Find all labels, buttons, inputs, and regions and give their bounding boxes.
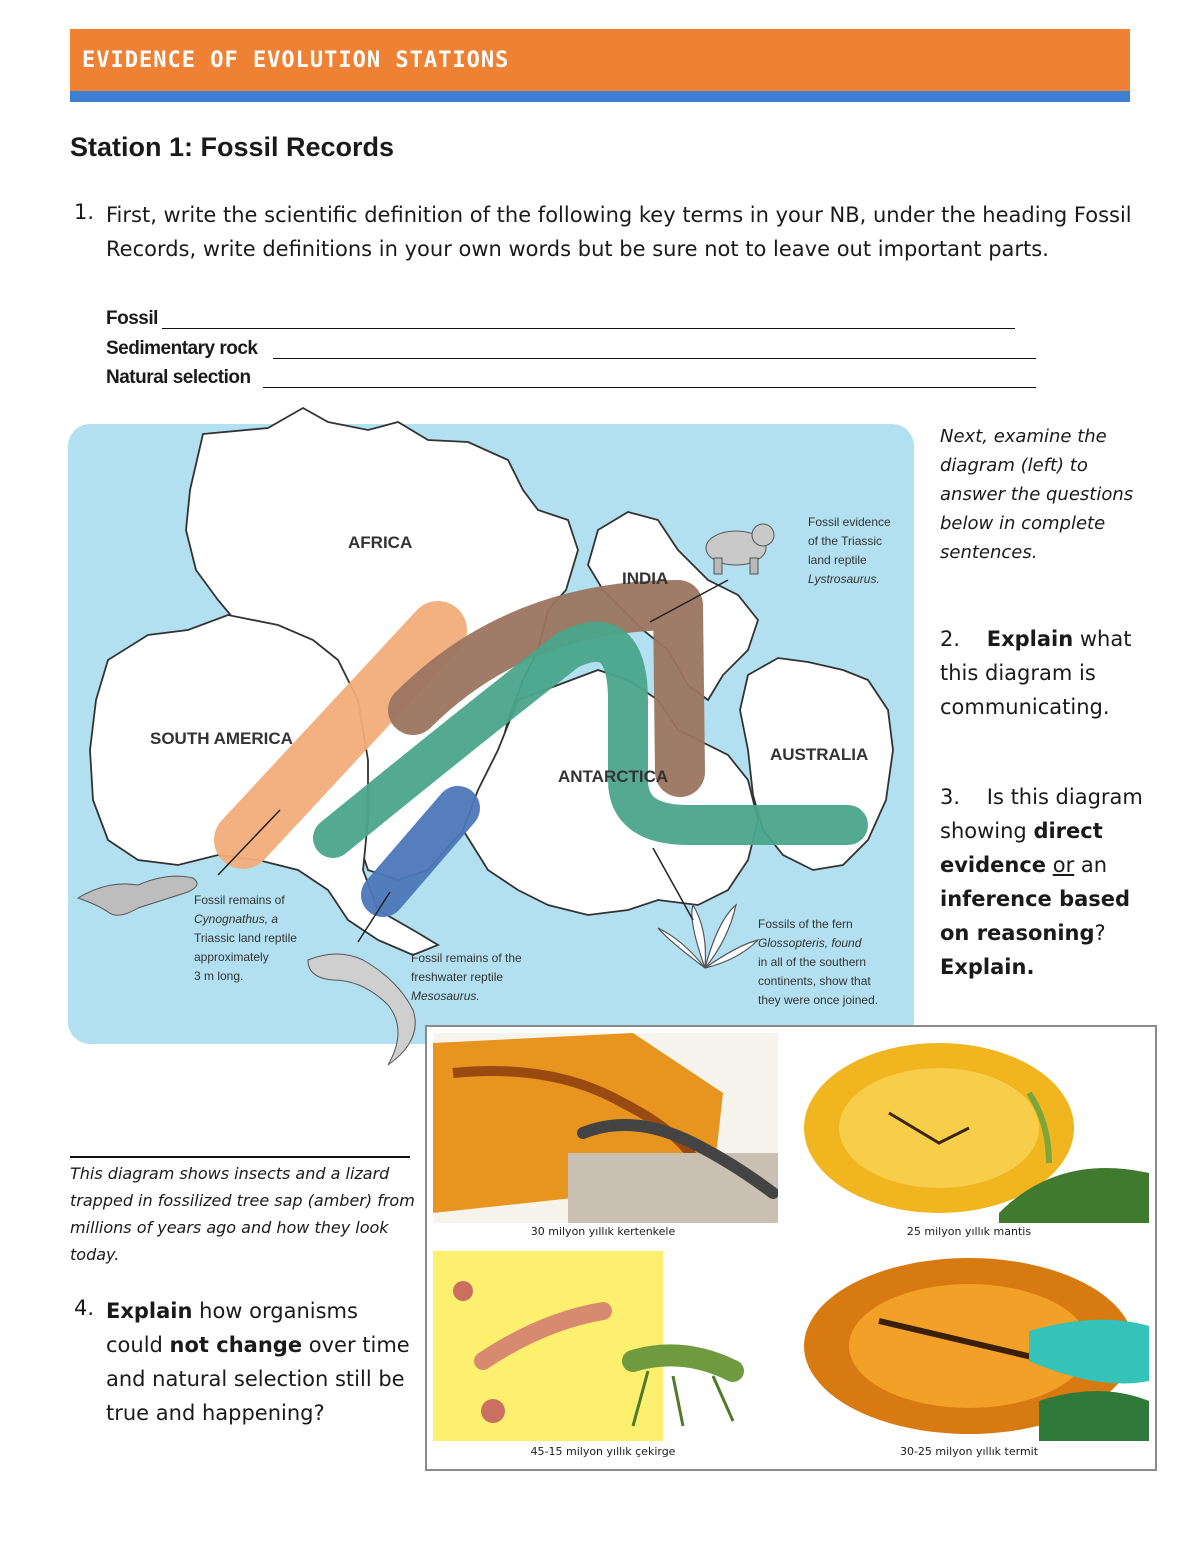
instruction-note: Next, examine the diagram (left) to answer the questions below in complete sentences. xyxy=(940,426,1134,563)
amber-lizard-photo xyxy=(433,1033,778,1223)
q3-or: or xyxy=(1052,853,1075,877)
q2-text: what this diagram is communicating. xyxy=(940,627,1132,719)
label-lystrosaurus: Fossil evidence of the Triassic land reptile Lystrosaurus. xyxy=(808,515,891,586)
q2-number: 2. xyxy=(940,627,961,651)
gondwana-fossil-map xyxy=(68,400,914,1080)
term-natural-selection: Natural selection xyxy=(106,367,251,388)
q3-keyword-explain: Explain. xyxy=(940,955,1035,979)
amber-mantis-photo xyxy=(799,1033,1149,1223)
question-3 xyxy=(940,780,1145,984)
q3-text-3: ? xyxy=(1094,921,1106,945)
answer-line-natural-selection[interactable] xyxy=(263,387,1036,388)
q3-text-2: an xyxy=(1074,853,1108,877)
amber-termite-photo xyxy=(799,1251,1149,1441)
caption-lizard: 30 milyon yıllık kertenkele xyxy=(530,1225,676,1238)
caption-grasshopper: 45-15 milyon yıllık çekirge xyxy=(530,1445,676,1458)
label-india: INDIA xyxy=(622,569,669,588)
question-4 xyxy=(106,1294,416,1430)
label-antarctica: ANTARCTICA xyxy=(558,767,669,786)
q4-number: 4. xyxy=(74,1296,95,1320)
q3-keyword-inference: inference based on reasoning xyxy=(940,887,1131,945)
q4-text-2: over time and natural selection still be true and happening? xyxy=(106,1333,410,1425)
header-title: EVIDENCE OF EVOLUTION STATIONS xyxy=(82,48,510,73)
caption-divider xyxy=(70,1156,410,1158)
term-fossil: Fossil xyxy=(106,308,158,329)
caption-mantis: 25 milyon yıllık mantis xyxy=(906,1225,1032,1238)
q4-text-1: how organisms could xyxy=(106,1299,358,1357)
caption-termite: 30-25 milyon yıllık termit xyxy=(899,1445,1039,1458)
term-sedimentary-rock: Sedimentary rock xyxy=(106,338,258,359)
q3-keyword-direct: direct evidence xyxy=(940,819,1103,877)
q1-number: 1. xyxy=(74,200,95,224)
amber-photo-panel xyxy=(425,1025,1157,1471)
label-cynognathus: Fossil remains of Cynognathus, a Triassic land reptile approximately 3 m long. xyxy=(194,893,297,983)
q1-text: First, write the scientific definition of the following key terms in your NB, under the heading Fossil Records, write definitions in your own words but be sure not to leave out important parts. xyxy=(106,203,1132,261)
amber-grasshopper-photo xyxy=(433,1251,778,1441)
amber-caption: This diagram shows insects and a lizard trapped in fossilized tree sap (amber) from millions of years ago and how they look today. xyxy=(70,1164,415,1264)
label-australia: AUSTRALIA xyxy=(770,745,869,764)
q3-number: 3. xyxy=(940,785,961,809)
q2-keyword: Explain xyxy=(986,627,1074,651)
answer-line-sedimentary-rock[interactable] xyxy=(273,358,1036,359)
q4-keyword-explain: Explain xyxy=(106,1299,193,1323)
station-title: Station 1: Fossil Records xyxy=(70,132,395,162)
label-mesosaurus: Fossil remains of the freshwater reptile Mesosaurus. xyxy=(411,951,522,1003)
question-2 xyxy=(940,622,1140,724)
q4-keyword-not-change: not change xyxy=(169,1333,303,1357)
label-africa: AFRICA xyxy=(348,533,413,552)
label-south-america: SOUTH AMERICA xyxy=(150,729,293,748)
q3-text-1: Is this diagram showing xyxy=(940,785,1143,843)
answer-line-fossil[interactable] xyxy=(162,328,1015,329)
label-glossopteris: Fossils of the fern Glossopteris, found in all of the southern continents, show that they were once joined. xyxy=(758,917,879,1007)
